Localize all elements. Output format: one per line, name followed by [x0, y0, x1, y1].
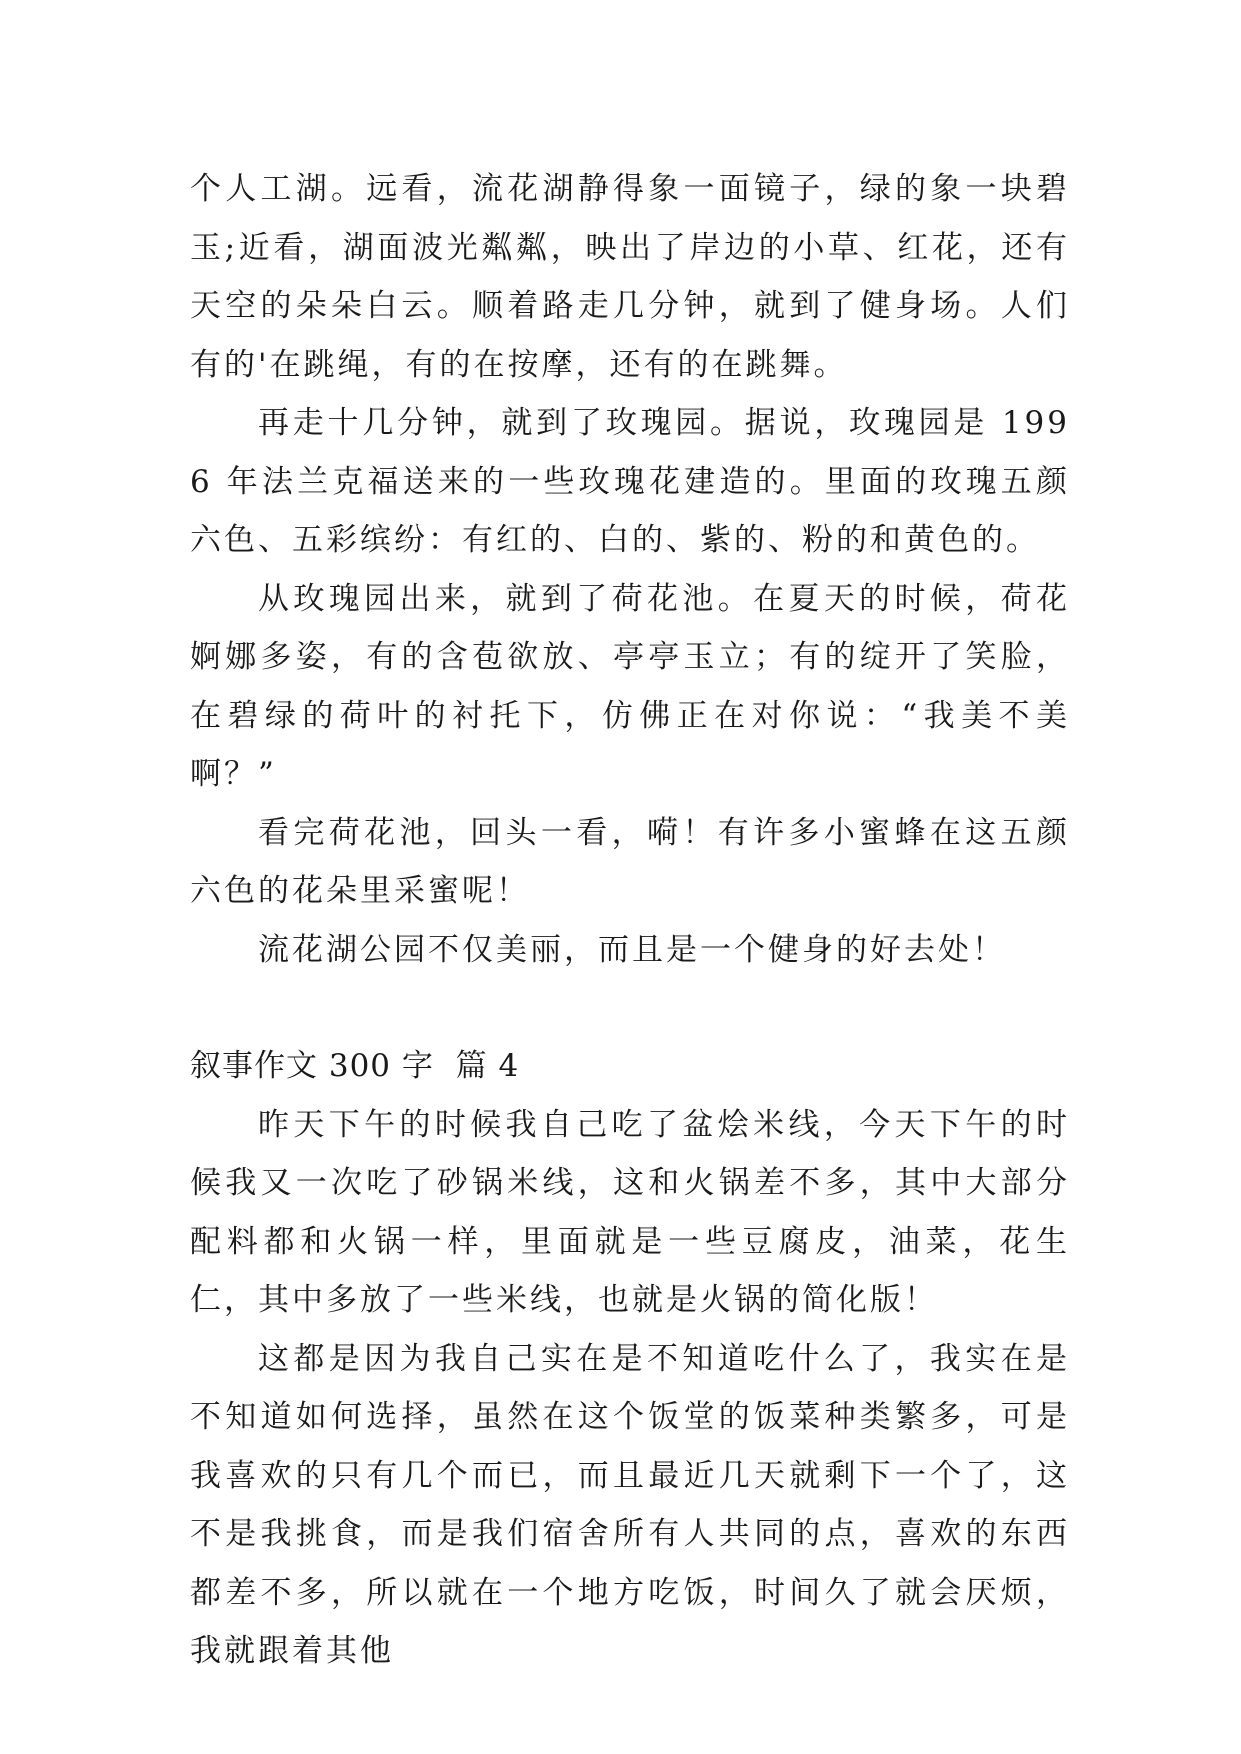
paragraph: 流花湖公园不仅美丽，而且是一个健身的好去处！: [258, 931, 1006, 968]
paragraph: 这都是因为我自己实在是不知道吃什么了，我实在是不知道如何选择，虽然在这个饭堂的饭菜种类繁多，可是我喜欢的只有几个而已，而且最近几天就剩下一个了，这不是我挑食，而是我们宿舍所有人共同的点，喜欢的东西都差不多，所以就在一个地方吃饭，时间久了就会厌烦，我就跟着其他: [190, 1340, 1070, 1669]
paragraph: 个人工湖。远看，流花湖静得象一面镜子，绿的象一块碧玉;近看，湖面波光粼粼，映出了岸边的小草、红花，还有天空的朵朵白云。顺着路走几分钟，就到了健身场。人们有的'在跳绳，有的在按摩，还有的在跳舞。: [190, 171, 1070, 383]
section-heading: 叙事作文 300 字 篇 4: [190, 1048, 520, 1084]
paragraph: 昨天下午的时候我自己吃了盆烩米线，今天下午的时候我又一次吃了砂锅米线，这和火锅差不多，其中大部分配料都和火锅一样，里面就是一些豆腐皮，油菜，花生仁，其中多放了一些米线，也就是火锅的简化版！: [190, 1106, 1070, 1318]
paragraph: 从玫瑰园出来，就到了荷花池。在夏天的时候，荷花婀娜多姿，有的含苞欲放、亭亭玉立；有的绽开了笑脸，在碧绿的荷叶的衬托下，仿佛正在对你说：“我美不美啊？”: [190, 580, 1070, 792]
document-body: [190, 160, 1070, 1681]
paragraph: 看完荷花池，回头一看，嗬！有许多小蜜蜂在这五颜六色的花朵里采蜜呢！: [190, 814, 1070, 909]
paragraph: 再走十几分钟，就到了玫瑰园。据说，玫瑰园是 1996 年法兰克福送来的一些玫瑰花建造的。里面的玫瑰五颜六色、五彩缤纷：有红的、白的、紫的、粉的和黄色的。: [190, 405, 1070, 558]
